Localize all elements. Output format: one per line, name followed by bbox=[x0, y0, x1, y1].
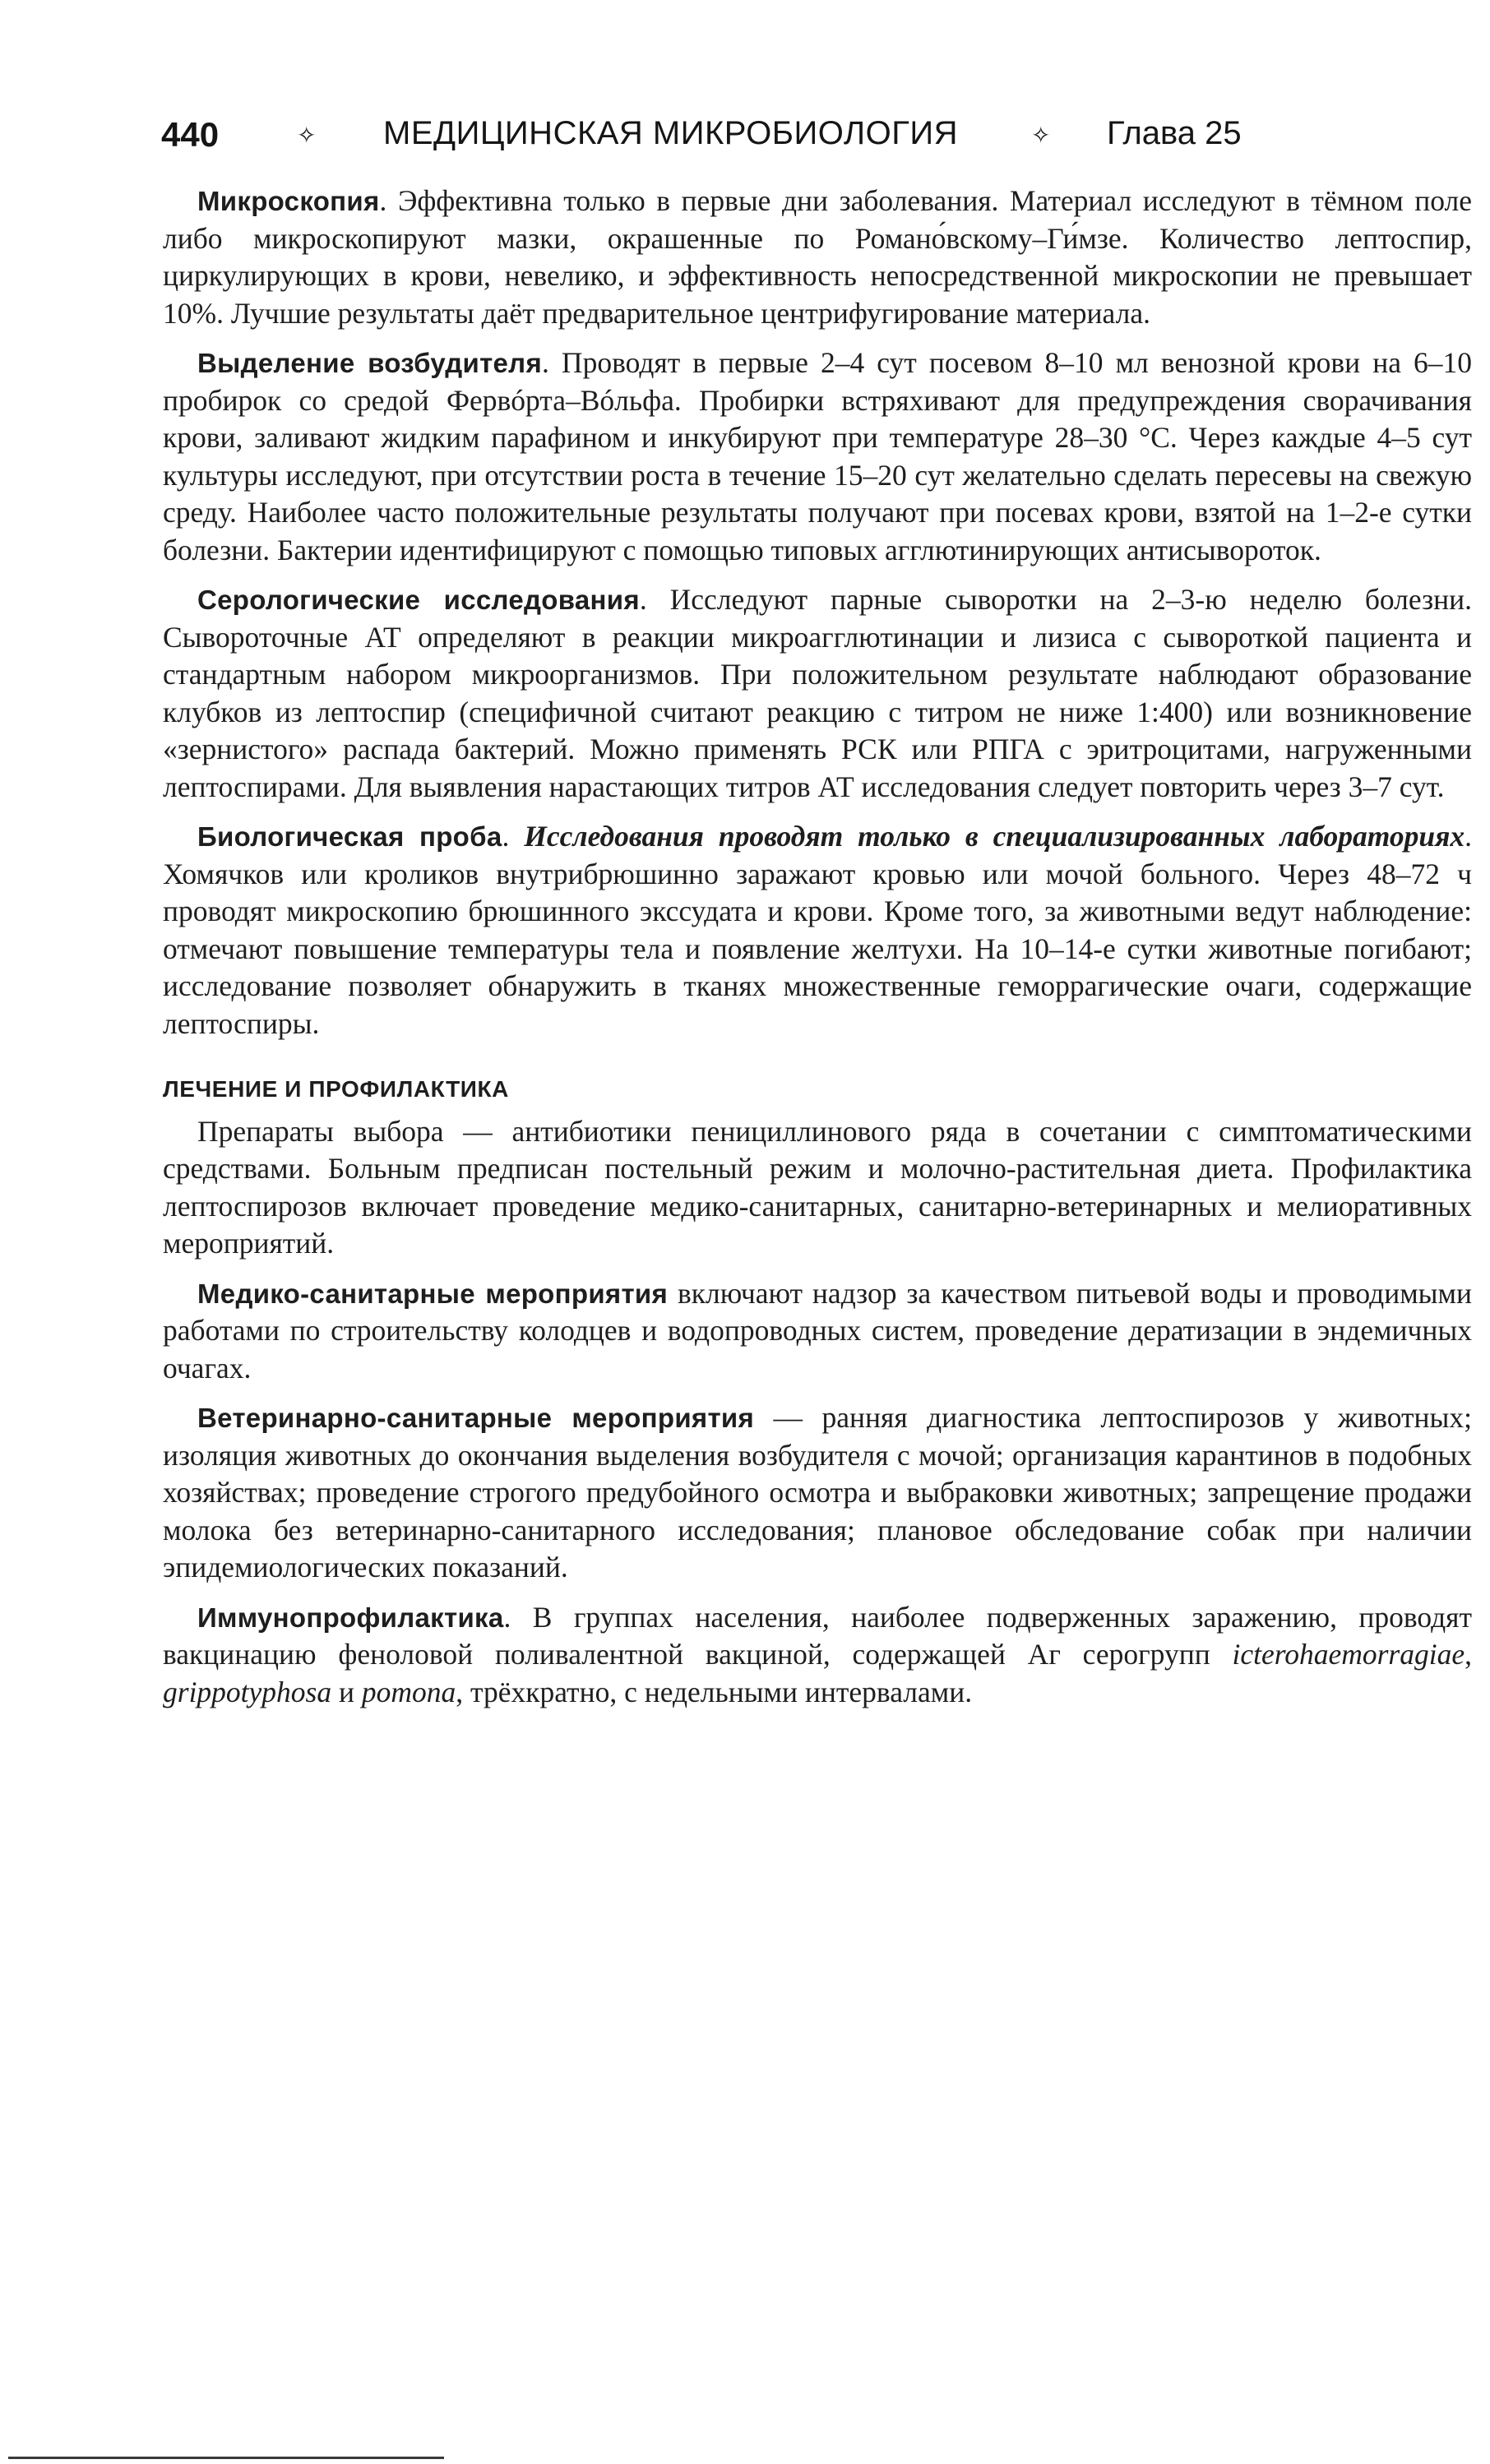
paragraph-text: . Проводят в первые 2–4 сут посевом 8–10 мл венозной крови на 6–10 пробирок со средой Фервóрта–Вóльфа. Пробирки встряхивают для предупреждения сворачивания крови, заливают жидким парафином и инкубируют при температуре 28–30 °С. Через каждые 4–5 сут культуры исследуют, при отсутствии роста в течение 15–20 сут желательно сделать пересевы на свежую среду. Наиболее часто положительные результаты получают при посевах крови, взятой на 1–2-е сутки болезни. Бактерии идентифицируют с помощью типовых агглютинирующих антисывороток. bbox=[163, 346, 1473, 566]
paragraph-lead: Биологическая проба bbox=[197, 821, 502, 852]
serogroup-name: grippotyphosa bbox=[163, 1675, 332, 1708]
paragraph-text: . Эффективна только в первые дни заболевания. Материал исследуют в тёмном поле либо микроскопируют мазки, окрашенные по Романо́вскому–Ги́мзе. Количество лептоспир, циркулирующих в крови, невелико, и эффективность непосредственной микроскопии не превышает 10%. Лучшие результаты даёт предварительное центрифугирование материала. bbox=[163, 184, 1472, 330]
paragraph-text: включают надзор за качеством питьевой воды и проводимыми работами по строительству колодцев и водопроводных систем, проведение дератизации в эндемичных очагах. bbox=[163, 1276, 1472, 1385]
paragraph-text: . Исследуют парные сыворотки на 2–3-ю неделю болезни. Сывороточные АТ определяют в реакции микроагглютинации и лизиса с сывороткой пациента и стандартным набором микроорганизмов. При положительном результате наблюдают образование клубков из лептоспир (специфичной считают реакцию с титром не ниже 1:400) или возникновение «зернистого» распада бактерий. Можно применять РСК или РПГА с эритроцитами, нагруженными лептоспирами. Для выявления нарастающих титров АТ исследования следует повторить через 3–7 сут. bbox=[163, 583, 1472, 803]
paragraph-microscopy bbox=[163, 183, 1472, 332]
diamond-separator-icon: ✧ bbox=[297, 123, 317, 148]
book-title: МЕДИЦИНСКАЯ МИКРОБИОЛОГИЯ bbox=[383, 115, 959, 151]
paragraph-bioassay bbox=[163, 818, 1472, 1042]
paragraph-lead: Серологические исследования bbox=[197, 585, 640, 615]
diamond-separator-icon: ✧ bbox=[1031, 123, 1051, 148]
paragraph-medical-sanitary bbox=[163, 1275, 1472, 1388]
paragraph-text: , трёхкратно, с недельными интервалами. bbox=[456, 1675, 973, 1708]
paragraph-text: Препараты выбора — антибиотики пенициллинового ряда в сочетании с симптоматическими средствами. Больным предписан постельный режим и молочно-растительная диета. Профилактика лептоспирозов включает проведение медико-санитарных, санитарно-ветеринарных и мелиоративных мероприятий. bbox=[163, 1114, 1472, 1260]
paragraph-text: . В группах населения, наиболее подверженных заражению, проводят вакцинацию феноловой поливалентной вакциной, содержащей Аг серогрупп bbox=[163, 1600, 1472, 1671]
paragraph-text: — ранняя диагностика лептоспирозов у животных; изоляция животных до окончания выделения возбудителя с мочой; организация карантинов в подобных хозяйствах; проведение строгого предубойного осмотра и выбраковки животных; запрещение продажи молока без ветеринарно-санитарного исследования; плановое обследование собак при наличии эпидемиологических показаний. bbox=[163, 1401, 1473, 1583]
paragraph-veterinary-sanitary bbox=[163, 1399, 1472, 1587]
paragraph-lead: Ветеринарно-санитарные мероприятия bbox=[197, 1403, 755, 1433]
bottom-rule bbox=[8, 2457, 444, 2459]
page-number: 440 bbox=[161, 115, 220, 154]
paragraph-text: , bbox=[1465, 1638, 1472, 1671]
paragraph-lead: Микроскопия bbox=[197, 186, 380, 216]
page-header bbox=[161, 115, 1353, 161]
paragraph-serology bbox=[163, 581, 1472, 806]
paragraph-lead: Медико-санитарные мероприятия bbox=[197, 1278, 669, 1309]
paragraph-text: . Хомячков или кроликов внутрибрюшинно заражают кровью или мочой больного. Через 48–72 ч проводят микроскопию брюшинного экссудата и крови. Кроме того, за животными ведут наблюдение: отмечают повышение температуры тела и появление желтухи. На 10–14-е сутки животные погибают; исследование позволяет обнаружить в тканях множественные геморрагические очаги, содержащие лептоспиры. bbox=[163, 820, 1472, 1040]
paragraph-emphasis: Исследования проводят только в специализированных лабораториях bbox=[524, 820, 1465, 853]
paragraph-immunoprophylaxis bbox=[163, 1599, 1472, 1712]
page-body bbox=[163, 183, 1472, 1723]
paragraph-pathogen-isolation bbox=[163, 344, 1472, 569]
paragraph-text: и bbox=[331, 1675, 362, 1708]
chapter-label: Глава 25 bbox=[1107, 115, 1242, 151]
section-heading-treatment: ЛЕЧЕНИЕ И ПРОФИЛАКТИКА bbox=[163, 1076, 510, 1102]
paragraph-lead: Выделение возбудителя bbox=[197, 348, 543, 378]
paragraph-treatment bbox=[163, 1113, 1472, 1263]
serogroup-name: icterohaemorragiae bbox=[1232, 1638, 1465, 1671]
serogroup-name: pomona bbox=[361, 1675, 456, 1708]
paragraph-lead: Иммунопрофилактика bbox=[197, 1602, 504, 1633]
paragraph-text: . bbox=[502, 820, 525, 853]
